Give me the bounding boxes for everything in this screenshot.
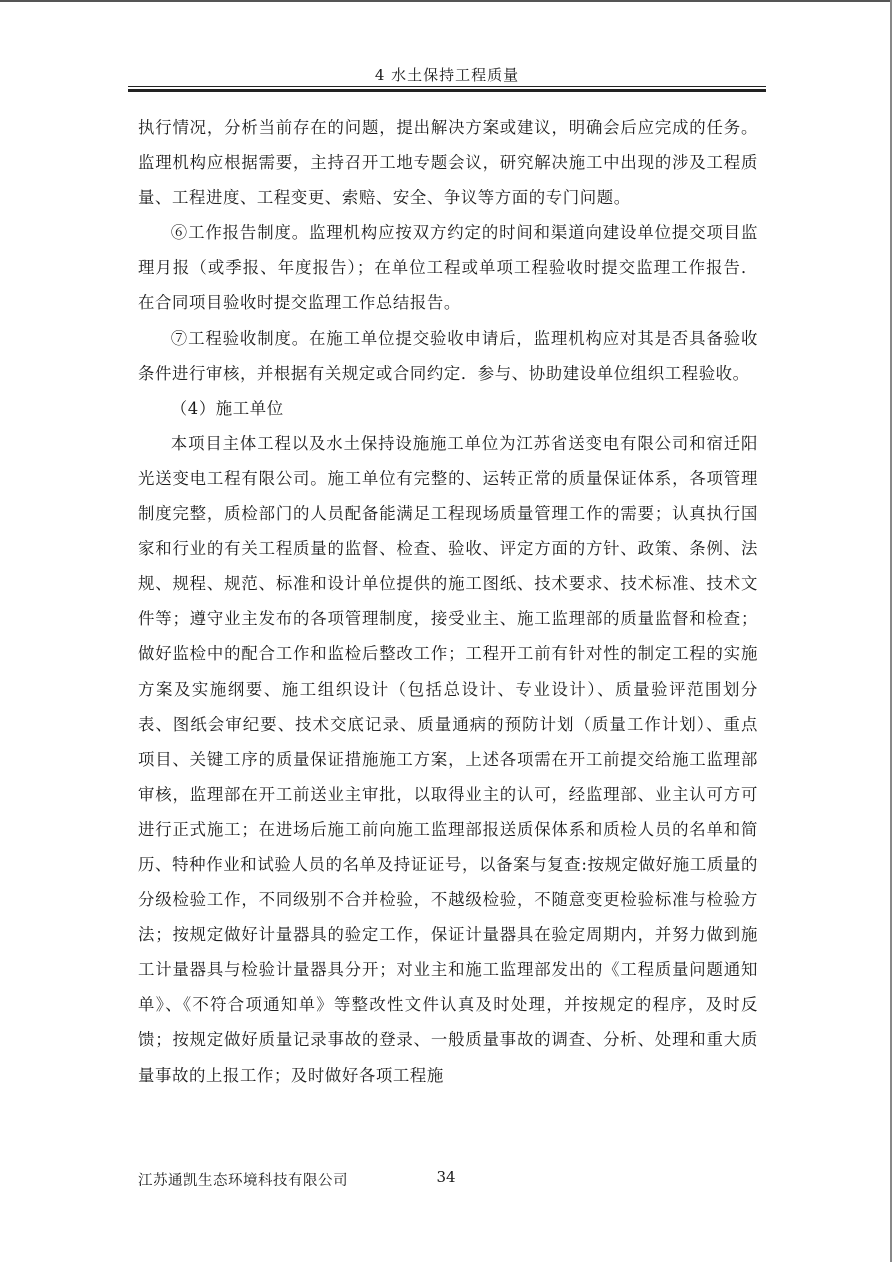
running-header: 4 水土保持工程质量 bbox=[374, 66, 520, 84]
section-heading-construction-unit: （4）施工单位 bbox=[170, 398, 284, 418]
header-rule-thick bbox=[128, 89, 766, 92]
paragraph-acceptance-system: ⑦工程验收制度。在施工单位提交验收申请后，监理机构应对其是否具备验收条件进行审核，并根据有关规定或合同约定．参与、协助建设单位组织工程验收。 bbox=[138, 328, 758, 383]
page-top-border bbox=[0, 0, 892, 2]
page-number: 34 bbox=[436, 1168, 456, 1186]
header-rule-thin bbox=[128, 86, 766, 87]
paragraph-continuation: 执行情况，分析当前存在的问题，提出解决方案或建议，明确会后应完成的任务。监理机构应根据需要，主持召开工地专题会议，研究解决施工中出现的涉及工程质量、工程进度、工程变更、索赔、安全、争议等方面的专门问题。 bbox=[138, 118, 758, 208]
paragraph-construction-unit: 本项目主体工程以及水土保持设施施工单位为江苏省送变电有限公司和宿迁阳光送变电工程有限公司。施工单位有完整的、运转正常的质量保证体系，各项管理制度完整，质检部门的人员配备能满足工程现场质量管理工作的需要；认真执行国家和行业的有关工程质量的监督、检查、验收、评定方面的方针、政策、条例、法规、规程、规范、标准和设计单位提供的施工图纸、技术要求、技术标准、技术文件等；遵守业主发布的各项管理制度，接受业主、施工监理部的质量监督和检查；做好监检中的配合工作和监检后整改工作；工程开工前有针对性的制定工程的实施方案及实施纲要、施工组织设计（包括总设计、专业设计）、质量验评范围划分表、图纸会审纪要、技术交底记录、质量通病的预防计划（质量工作计划）、重点项目、关键工序的质量保证措施施工方案，上述各项需在开工前提交给施工监理部审核，监理部在开工前送业主审批，以取得业主的认可，经监理部、业主认可方可进行正式施工；在进场后施工前向施工监理部报送质保体系和质检人员的名单和简历、特种作业和试验人员的名单及持证证号，以备案与复查:按规定做好施工质量的分级检验工作，不同级别不合并检验，不越级检验，不随意变更检验标准与检验方法；按规定做好计量器具的验定工作，保证计量器具在验定周期内，并努力做到施工计量器具与检验计量器具分开；对业主和施工监理部发出的《工程质量问题通知单》、《不符合项通知单》等整改性文件认真及时处理，并按规定的程序，及时反馈；按规定做好质量记录事故的登录、一般质量事故的调查、分析、处理和重大质量事故的上报工作；及时做好各项工程施 bbox=[138, 433, 758, 1085]
body-text bbox=[138, 110, 758, 1093]
footer-company-name: 江苏通凯生态环境科技有限公司 bbox=[138, 1173, 348, 1189]
paragraph-work-report-system: ⑥工作报告制度。监理机构应按双方约定的时间和渠道向建设单位提交项目监理月报（或季报、年度报告）；在单位工程或单项工程验收时提交监理工作报告．在合同项目验收时提交监理工作总结报告。 bbox=[138, 223, 758, 313]
